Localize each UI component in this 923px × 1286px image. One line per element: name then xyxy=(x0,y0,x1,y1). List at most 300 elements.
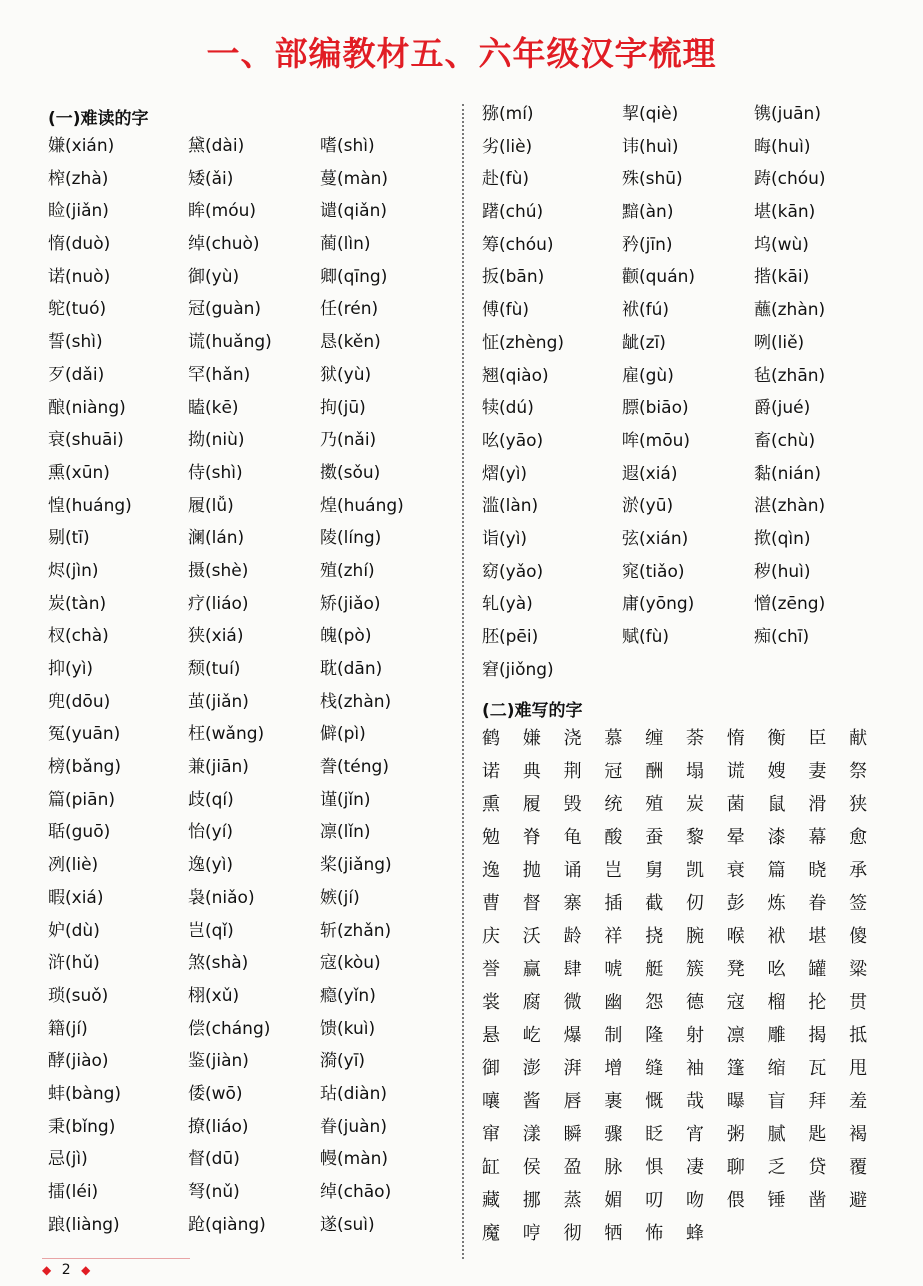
char-pinyin-entry: 殖(zhí) xyxy=(320,560,375,581)
char-pinyin-entry: 斩(zhǎn) xyxy=(320,920,392,941)
char-pinyin-entry: 嗜(shì) xyxy=(320,136,375,156)
hard-to-write-char: 唬 xyxy=(604,959,623,980)
char-pinyin-entry: 挈(qiè) xyxy=(622,104,679,124)
char-pinyin-entry: 榜(bǎng) xyxy=(48,757,122,778)
char-pinyin-entry: 擞(sǒu) xyxy=(320,462,381,483)
page-footer xyxy=(42,1262,90,1280)
char-pinyin-entry: 诺(nuò) xyxy=(48,266,111,287)
hard-to-write-char: 督 xyxy=(522,893,541,914)
char-pinyin-entry: 酵(jiào) xyxy=(48,1051,109,1072)
char-pinyin-entry: 滥(làn) xyxy=(482,496,539,517)
hard-to-write-char: 微 xyxy=(563,992,582,1013)
hard-to-write-char: 酬 xyxy=(645,761,664,782)
hard-to-write-char: 寨 xyxy=(563,893,582,914)
char-pinyin-entry: 熏(xūn) xyxy=(48,462,110,483)
hard-to-write-char: 熏 xyxy=(482,794,500,815)
hard-to-write-char: 叨 xyxy=(645,1190,664,1211)
hard-to-write-char: 唇 xyxy=(563,1091,582,1112)
hard-to-write-char: 偎 xyxy=(726,1190,745,1211)
char-pinyin-entry: 罕(hǎn) xyxy=(188,364,251,385)
char-pinyin-entry: 瘾(yǐn) xyxy=(320,985,376,1006)
char-pinyin-entry: 袅(niǎo) xyxy=(188,887,255,908)
hard-to-write-char: 慨 xyxy=(645,1091,664,1112)
char-pinyin-entry: 龇(zī) xyxy=(622,332,666,353)
hard-to-write-char: 蚕 xyxy=(645,827,664,848)
hard-to-write-char: 澎 xyxy=(522,1058,541,1079)
char-pinyin-entry: 耽(dān) xyxy=(320,659,383,679)
hard-to-write-char: 愈 xyxy=(849,827,868,848)
char-pinyin-entry: 鸵(tuó) xyxy=(48,299,107,320)
hard-to-write-char: 典 xyxy=(522,761,541,782)
hard-to-write-char: 晓 xyxy=(808,860,827,881)
char-pinyin-entry: 咧(liě) xyxy=(754,332,805,353)
char-pinyin-entry: 冽(liè) xyxy=(48,855,99,876)
hard-to-write-char: 增 xyxy=(604,1058,623,1079)
hard-to-write-char: 漾 xyxy=(522,1124,541,1145)
char-pinyin-entry: 兼(jiān) xyxy=(188,757,249,778)
char-pinyin-entry: 拗(niù) xyxy=(188,430,245,451)
hard-to-write-char: 爆 xyxy=(563,1025,582,1046)
hard-to-write-char: 缠 xyxy=(645,728,664,749)
char-pinyin-entry: 疗(liáo) xyxy=(188,593,249,614)
char-pinyin-entry: 坞(wù) xyxy=(754,234,809,255)
char-pinyin-entry: 衰(shuāi) xyxy=(48,430,124,451)
hard-to-write-char: 悬 xyxy=(482,1025,500,1046)
char-pinyin-entry: 幔(màn) xyxy=(320,1149,389,1170)
hard-to-write-char: 袱 xyxy=(767,926,786,947)
footer-rule xyxy=(42,1258,190,1259)
char-pinyin-entry: 颧(quán) xyxy=(622,267,696,288)
hard-to-write-char: 雕 xyxy=(767,1025,786,1046)
char-pinyin-entry: 凛(lǐn) xyxy=(320,822,371,843)
column-divider xyxy=(462,104,464,1259)
char-pinyin-entry: 歧(qí) xyxy=(188,789,234,810)
char-pinyin-entry: 蔓(màn) xyxy=(320,168,389,189)
char-pinyin-entry: 胚(pēi) xyxy=(482,627,539,647)
char-pinyin-entry: 拘(jū) xyxy=(320,397,366,418)
hard-to-write-char: 嫂 xyxy=(767,761,786,782)
hard-to-write-char: 怖 xyxy=(645,1223,664,1244)
hard-to-write-char: 毁 xyxy=(563,794,582,815)
hard-to-write-char: 庆 xyxy=(482,926,500,947)
hard-to-write-char: 隆 xyxy=(645,1025,664,1046)
char-pinyin-entry: 剔(tī) xyxy=(48,528,90,549)
hard-to-write-char: 喉 xyxy=(726,926,745,947)
hard-to-write-char: 缸 xyxy=(482,1157,500,1178)
hard-to-write-char: 脉 xyxy=(604,1157,623,1178)
hard-to-write-char: 截 xyxy=(645,893,664,914)
char-pinyin-entry: 乃(nǎi) xyxy=(320,430,377,451)
hard-to-write-char: 寇 xyxy=(726,992,745,1013)
char-pinyin-entry: 轧(yà) xyxy=(482,594,533,615)
page-number: 2 xyxy=(61,1262,71,1278)
hard-to-read-column-4 xyxy=(482,98,564,686)
hard-to-write-char: 祥 xyxy=(604,926,623,947)
hard-to-write-char: 肆 xyxy=(563,959,582,980)
char-pinyin-entry: 黛(dài) xyxy=(188,136,245,156)
hard-to-write-char: 堪 xyxy=(808,926,827,947)
char-pinyin-entry: 妒(dù) xyxy=(48,920,100,941)
char-pinyin-entry: 酿(niàng) xyxy=(48,397,126,418)
page-title: 一、部编教材五、六年级汉字梳理 xyxy=(206,34,717,73)
char-pinyin-entry: 熠(yì) xyxy=(482,463,528,484)
char-pinyin-entry: 兜(dōu) xyxy=(48,691,111,712)
hard-to-write-char: 魔 xyxy=(482,1223,500,1244)
char-pinyin-entry: 憎(zēng) xyxy=(754,594,826,615)
char-pinyin-entry: 赴(fù) xyxy=(482,169,530,190)
hard-to-write-char: 酸 xyxy=(604,827,623,848)
char-pinyin-entry: 傅(fù) xyxy=(482,300,530,321)
char-pinyin-entry: 睑(jiǎn) xyxy=(48,201,109,222)
char-pinyin-entry: 诣(yì) xyxy=(482,528,528,549)
char-pinyin-entry: 膘(biāo) xyxy=(622,398,689,419)
char-pinyin-entry: 绰(chuò) xyxy=(188,234,260,255)
section-heading-hard-to-write: (二)难写的字 xyxy=(482,701,583,721)
hard-to-write-char: 艇 xyxy=(645,959,664,980)
char-pinyin-entry: 篇(piān) xyxy=(48,789,115,810)
char-pinyin-entry: 眷(juàn) xyxy=(320,1116,387,1137)
char-pinyin-entry: 岂(qǐ) xyxy=(188,920,234,941)
hard-to-write-char: 湃 xyxy=(563,1058,582,1079)
char-pinyin-entry: 籍(jí) xyxy=(48,1018,88,1039)
char-pinyin-entry: 绰(chāo) xyxy=(320,1182,392,1202)
char-pinyin-entry: 嫌(xián) xyxy=(48,136,115,156)
hard-to-write-char: 盈 xyxy=(563,1157,582,1178)
char-pinyin-entry: 黯(àn) xyxy=(622,202,674,223)
char-pinyin-entry: 晦(huì) xyxy=(754,136,811,157)
char-pinyin-entry: 揩(kāi) xyxy=(754,267,810,288)
hard-to-write-char: 骤 xyxy=(604,1124,623,1145)
char-pinyin-entry: 摄(shè) xyxy=(188,560,249,581)
hard-to-write-char: 沃 xyxy=(522,926,541,947)
hard-to-write-char: 塌 xyxy=(685,761,704,782)
char-pinyin-entry: 毡(zhān) xyxy=(754,365,826,386)
hard-to-write-char: 羞 xyxy=(849,1091,868,1112)
hard-to-write-char: 狭 xyxy=(849,794,868,815)
hard-to-write-char: 藏 xyxy=(482,1190,500,1211)
hard-to-write-char: 晕 xyxy=(726,827,745,848)
char-pinyin-entry: 惰(duò) xyxy=(48,234,111,255)
hard-to-write-char: 菌 xyxy=(726,794,745,815)
char-pinyin-entry: 蔺(lìn) xyxy=(320,234,371,255)
hard-to-write-char: 臣 xyxy=(808,728,827,749)
hard-to-write-char: 眷 xyxy=(808,893,827,914)
hard-to-write-char: 挪 xyxy=(522,1190,541,1211)
char-pinyin-entry: 窈(yǎo) xyxy=(482,561,544,582)
hard-to-write-char: 缝 xyxy=(645,1058,664,1079)
hard-to-write-char: 匙 xyxy=(808,1124,827,1145)
char-pinyin-entry: 庸(yōng) xyxy=(622,594,695,615)
char-pinyin-entry: 鉴(jiàn) xyxy=(188,1051,249,1072)
hard-to-write-char: 幽 xyxy=(604,992,623,1013)
char-pinyin-entry: 爵(jué) xyxy=(754,398,811,419)
hard-to-write-char: 媚 xyxy=(604,1190,623,1211)
char-pinyin-entry: 讳(huì) xyxy=(622,136,679,157)
char-pinyin-entry: 犊(dú) xyxy=(482,398,534,419)
char-pinyin-entry: 弦(xián) xyxy=(622,528,689,549)
hard-to-read-column-3 xyxy=(320,130,404,1241)
char-pinyin-entry: 窘(jiǒng) xyxy=(482,659,554,680)
hard-to-read-column-2 xyxy=(188,130,272,1241)
char-pinyin-entry: 镌(juān) xyxy=(754,104,821,124)
char-pinyin-entry: 秉(bǐng) xyxy=(48,1116,116,1137)
hard-to-write-char: 锤 xyxy=(767,1190,786,1211)
hard-to-write-char: 缩 xyxy=(767,1058,786,1079)
hard-to-write-char: 哉 xyxy=(685,1091,704,1112)
char-pinyin-entry: 秽(huì) xyxy=(754,561,811,582)
char-pinyin-entry: 冠(guàn) xyxy=(188,299,262,320)
char-pinyin-entry: 惶(huáng) xyxy=(48,495,132,516)
char-pinyin-entry: 卿(qīng) xyxy=(320,266,388,287)
hard-to-write-char: 脊 xyxy=(522,827,541,848)
hard-to-write-char: 诵 xyxy=(563,860,582,881)
diamond-icon: ◆ xyxy=(42,1263,52,1277)
hard-to-write-char: 哼 xyxy=(522,1223,541,1244)
hard-to-write-char: 抡 xyxy=(808,992,827,1013)
hard-to-write-char: 勉 xyxy=(482,827,500,848)
hard-to-write-char: 谎 xyxy=(726,761,745,782)
hard-to-write-char: 怨 xyxy=(645,992,664,1013)
char-pinyin-entry: 跄(qiàng) xyxy=(188,1214,266,1235)
char-pinyin-entry: 堪(kān) xyxy=(754,202,816,223)
hard-to-write-char: 献 xyxy=(849,728,868,749)
char-pinyin-entry: 瞌(kē) xyxy=(188,397,239,418)
hard-to-write-char: 榴 xyxy=(767,992,786,1013)
char-pinyin-entry: 烬(jìn) xyxy=(48,560,99,581)
char-pinyin-entry: 颓(tuí) xyxy=(188,659,241,679)
hard-to-write-char: 吻 xyxy=(685,1190,704,1211)
hard-to-write-char: 德 xyxy=(685,992,704,1013)
char-pinyin-entry: 痴(chī) xyxy=(754,627,810,647)
char-pinyin-entry: 踉(liàng) xyxy=(48,1214,120,1235)
hard-to-write-char: 滑 xyxy=(808,794,827,815)
char-pinyin-entry: 澜(lán) xyxy=(188,528,245,549)
char-pinyin-entry: 窕(tiǎo) xyxy=(622,561,685,582)
hard-to-write-char: 荼 xyxy=(685,728,704,749)
char-pinyin-entry: 玷(diàn) xyxy=(320,1083,387,1104)
char-pinyin-entry: 煞(shà) xyxy=(188,953,249,974)
char-pinyin-entry: 枉(wǎng) xyxy=(188,724,265,745)
hard-to-write-char: 衡 xyxy=(767,728,786,749)
char-pinyin-entry: 谎(huǎng) xyxy=(188,332,272,353)
hard-to-write-char: 篷 xyxy=(726,1058,745,1079)
hard-to-write-char: 腕 xyxy=(685,926,704,947)
char-pinyin-entry: 淤(yū) xyxy=(622,496,674,517)
char-pinyin-entry: 炭(tàn) xyxy=(48,593,107,614)
char-pinyin-entry: 聒(guō) xyxy=(48,822,111,843)
hard-to-write-char: 曹 xyxy=(482,893,500,914)
char-pinyin-entry: 谨(jǐn) xyxy=(320,789,371,810)
char-pinyin-entry: 躇(chú) xyxy=(482,202,544,223)
hard-to-write-char: 覆 xyxy=(849,1157,868,1178)
hard-to-write-char: 罐 xyxy=(808,959,827,980)
hard-to-write-char: 傻 xyxy=(849,926,868,947)
hard-to-write-char: 蜂 xyxy=(685,1223,704,1244)
hard-to-write-char: 插 xyxy=(604,893,623,914)
char-pinyin-entry: 暇(xiá) xyxy=(48,887,104,908)
char-pinyin-entry: 怔(zhèng) xyxy=(482,332,564,353)
char-pinyin-entry: 桨(jiǎng) xyxy=(320,855,392,876)
hard-to-write-char: 乏 xyxy=(767,1157,786,1178)
char-pinyin-entry: 浒(hǔ) xyxy=(48,953,100,974)
char-pinyin-entry: 雇(gù) xyxy=(622,365,674,386)
hard-to-write-char: 贷 xyxy=(808,1157,827,1178)
char-pinyin-entry: 抑(yì) xyxy=(48,659,94,679)
char-pinyin-entry: 矫(jiǎo) xyxy=(320,593,381,614)
hard-to-write-char: 鼠 xyxy=(767,794,786,815)
char-pinyin-entry: 倭(wō) xyxy=(188,1083,243,1104)
hard-to-write-char: 御 xyxy=(482,1058,500,1079)
char-pinyin-entry: 魄(pò) xyxy=(320,626,372,647)
hard-to-write-char: 吆 xyxy=(767,959,786,980)
char-pinyin-entry: 寇(kòu) xyxy=(320,953,381,974)
hard-to-write-char: 幕 xyxy=(808,827,827,848)
char-pinyin-entry: 殊(shū) xyxy=(622,169,683,190)
char-pinyin-entry: 冤(yuān) xyxy=(48,724,121,745)
char-pinyin-entry: 谴(qiǎn) xyxy=(320,201,387,222)
char-pinyin-entry: 筹(chóu) xyxy=(482,234,554,255)
hard-to-write-char: 蒸 xyxy=(563,1190,582,1211)
hard-to-write-char: 龟 xyxy=(563,827,582,848)
char-pinyin-entry: 陵(líng) xyxy=(320,528,382,549)
char-pinyin-entry: 湛(zhàn) xyxy=(754,496,826,517)
char-pinyin-entry: 誓(shì) xyxy=(48,332,103,353)
hard-to-write-char: 凯 xyxy=(685,860,704,881)
hard-to-write-char: 粱 xyxy=(849,959,868,980)
char-pinyin-entry: 嫉(jí) xyxy=(320,887,360,908)
hard-to-write-char: 凿 xyxy=(808,1190,827,1211)
char-pinyin-entry: 揿(qìn) xyxy=(754,528,811,549)
hard-to-write-char: 殖 xyxy=(645,794,664,815)
char-pinyin-entry: 扳(bān) xyxy=(482,267,545,288)
char-pinyin-entry: 蘸(zhàn) xyxy=(754,300,826,321)
hard-to-write-char: 粥 xyxy=(726,1124,745,1145)
char-pinyin-entry: 劣(liè) xyxy=(482,136,533,157)
hard-to-write-char: 惧 xyxy=(645,1157,664,1178)
hard-to-write-char: 嫌 xyxy=(522,728,541,749)
char-pinyin-entry: 榨(zhà) xyxy=(48,168,109,189)
hard-to-write-char: 抛 xyxy=(522,860,541,881)
hard-to-write-char: 誉 xyxy=(482,959,500,980)
hard-to-write-char: 履 xyxy=(522,794,541,815)
hard-to-write-char: 炭 xyxy=(685,794,704,815)
hard-to-write-char: 签 xyxy=(849,893,868,914)
hard-to-write-char: 仞 xyxy=(685,893,704,914)
hard-to-write-char: 牺 xyxy=(604,1223,623,1244)
hard-to-write-char: 腻 xyxy=(767,1124,786,1145)
char-pinyin-entry: 擂(léi) xyxy=(48,1182,99,1202)
char-pinyin-entry: 猕(mí) xyxy=(482,104,534,124)
hard-to-read-column-1 xyxy=(48,130,132,1241)
char-pinyin-entry: 誊(téng) xyxy=(320,757,389,778)
char-pinyin-entry: 赋(fù) xyxy=(622,627,670,647)
hard-to-write-char: 眨 xyxy=(645,1124,664,1145)
hard-to-write-char: 褐 xyxy=(849,1124,868,1145)
char-pinyin-entry: 煌(huáng) xyxy=(320,495,404,516)
char-pinyin-entry: 蚌(bàng) xyxy=(48,1083,122,1104)
char-pinyin-entry: 吆(yāo) xyxy=(482,430,544,451)
hard-to-write-char: 篇 xyxy=(767,860,786,881)
char-pinyin-entry: 逸(yì) xyxy=(188,855,234,876)
hard-to-write-char: 凳 xyxy=(726,959,745,980)
char-pinyin-entry: 眸(móu) xyxy=(188,201,256,222)
char-pinyin-entry: 任(rén) xyxy=(320,299,379,320)
char-pinyin-entry: 袱(fú) xyxy=(622,300,670,321)
hard-to-write-char: 拜 xyxy=(808,1091,827,1112)
hard-to-write-char: 贯 xyxy=(849,992,868,1013)
hard-to-write-char: 承 xyxy=(849,860,868,881)
hard-to-write-char: 嚷 xyxy=(482,1091,500,1112)
hard-to-write-char: 盲 xyxy=(767,1091,786,1112)
char-pinyin-entry: 栈(zhàn) xyxy=(320,691,392,712)
hard-to-write-char: 荆 xyxy=(563,761,582,782)
char-pinyin-entry: 恳(kěn) xyxy=(320,332,381,353)
hard-to-write-char: 袖 xyxy=(685,1058,704,1079)
char-pinyin-entry: 偿(cháng) xyxy=(188,1018,271,1039)
hard-to-write-char: 诺 xyxy=(482,761,500,782)
char-pinyin-entry: 馈(kuì) xyxy=(320,1018,376,1039)
hard-to-write-char: 凄 xyxy=(685,1157,704,1178)
hard-to-write-char: 彭 xyxy=(726,893,745,914)
hard-to-write-char: 妻 xyxy=(808,761,827,782)
hard-to-write-char: 瓦 xyxy=(808,1058,827,1079)
hard-to-write-char: 漆 xyxy=(767,827,786,848)
hard-to-write-char: 鹤 xyxy=(482,728,500,749)
hard-to-write-char: 甩 xyxy=(849,1058,868,1079)
char-pinyin-entry: 狭(xiá) xyxy=(188,626,244,647)
char-pinyin-entry: 矮(ǎi) xyxy=(188,168,234,189)
hard-to-write-char: 窜 xyxy=(482,1124,500,1145)
char-pinyin-entry: 督(dū) xyxy=(188,1149,240,1170)
char-pinyin-entry: 忌(jì) xyxy=(48,1149,88,1170)
char-pinyin-entry: 狱(yù) xyxy=(320,364,372,385)
hard-to-write-char: 凛 xyxy=(726,1025,745,1046)
hard-to-write-char: 慕 xyxy=(604,728,623,749)
char-pinyin-entry: 黏(nián) xyxy=(754,463,821,484)
char-pinyin-entry: 矜(jīn) xyxy=(622,234,673,255)
hard-to-write-char: 祭 xyxy=(849,761,868,782)
char-pinyin-entry: 弩(nǔ) xyxy=(188,1182,240,1202)
hard-to-read-column-5 xyxy=(622,98,695,654)
hard-to-write-char: 衰 xyxy=(726,860,745,881)
hard-to-write-char: 簇 xyxy=(685,959,704,980)
char-pinyin-entry: 踌(chóu) xyxy=(754,169,826,190)
hard-to-read-column-6 xyxy=(754,98,826,654)
hard-to-write-char: 制 xyxy=(604,1025,623,1046)
char-pinyin-entry: 翘(qiào) xyxy=(482,365,549,386)
hard-to-write-char: 炼 xyxy=(767,893,786,914)
char-pinyin-entry: 僻(pì) xyxy=(320,724,366,745)
hard-to-write-char: 裳 xyxy=(482,992,500,1013)
char-pinyin-entry: 哞(mōu) xyxy=(622,430,690,451)
hard-to-write-char: 侯 xyxy=(522,1157,541,1178)
char-pinyin-entry: 畜(chù) xyxy=(754,430,816,451)
char-pinyin-entry: 漪(yī) xyxy=(320,1051,366,1072)
hard-to-write-char: 浇 xyxy=(563,728,582,749)
char-pinyin-entry: 栩(xǔ) xyxy=(188,985,240,1006)
diamond-icon: ◆ xyxy=(81,1263,91,1277)
hard-to-write-char: 逸 xyxy=(482,860,500,881)
hard-to-write-char: 曝 xyxy=(726,1091,745,1112)
char-pinyin-entry: 御(yù) xyxy=(188,266,240,287)
hard-to-write-char: 宵 xyxy=(685,1124,704,1145)
char-pinyin-entry: 遂(suì) xyxy=(320,1214,375,1235)
char-pinyin-entry: 怡(yí) xyxy=(188,822,234,843)
char-pinyin-entry: 侍(shì) xyxy=(188,462,243,483)
char-pinyin-entry: 茧(jiǎn) xyxy=(188,691,249,712)
char-pinyin-entry: 琐(suǒ) xyxy=(48,985,109,1006)
hard-to-write-char: 聊 xyxy=(726,1157,745,1178)
